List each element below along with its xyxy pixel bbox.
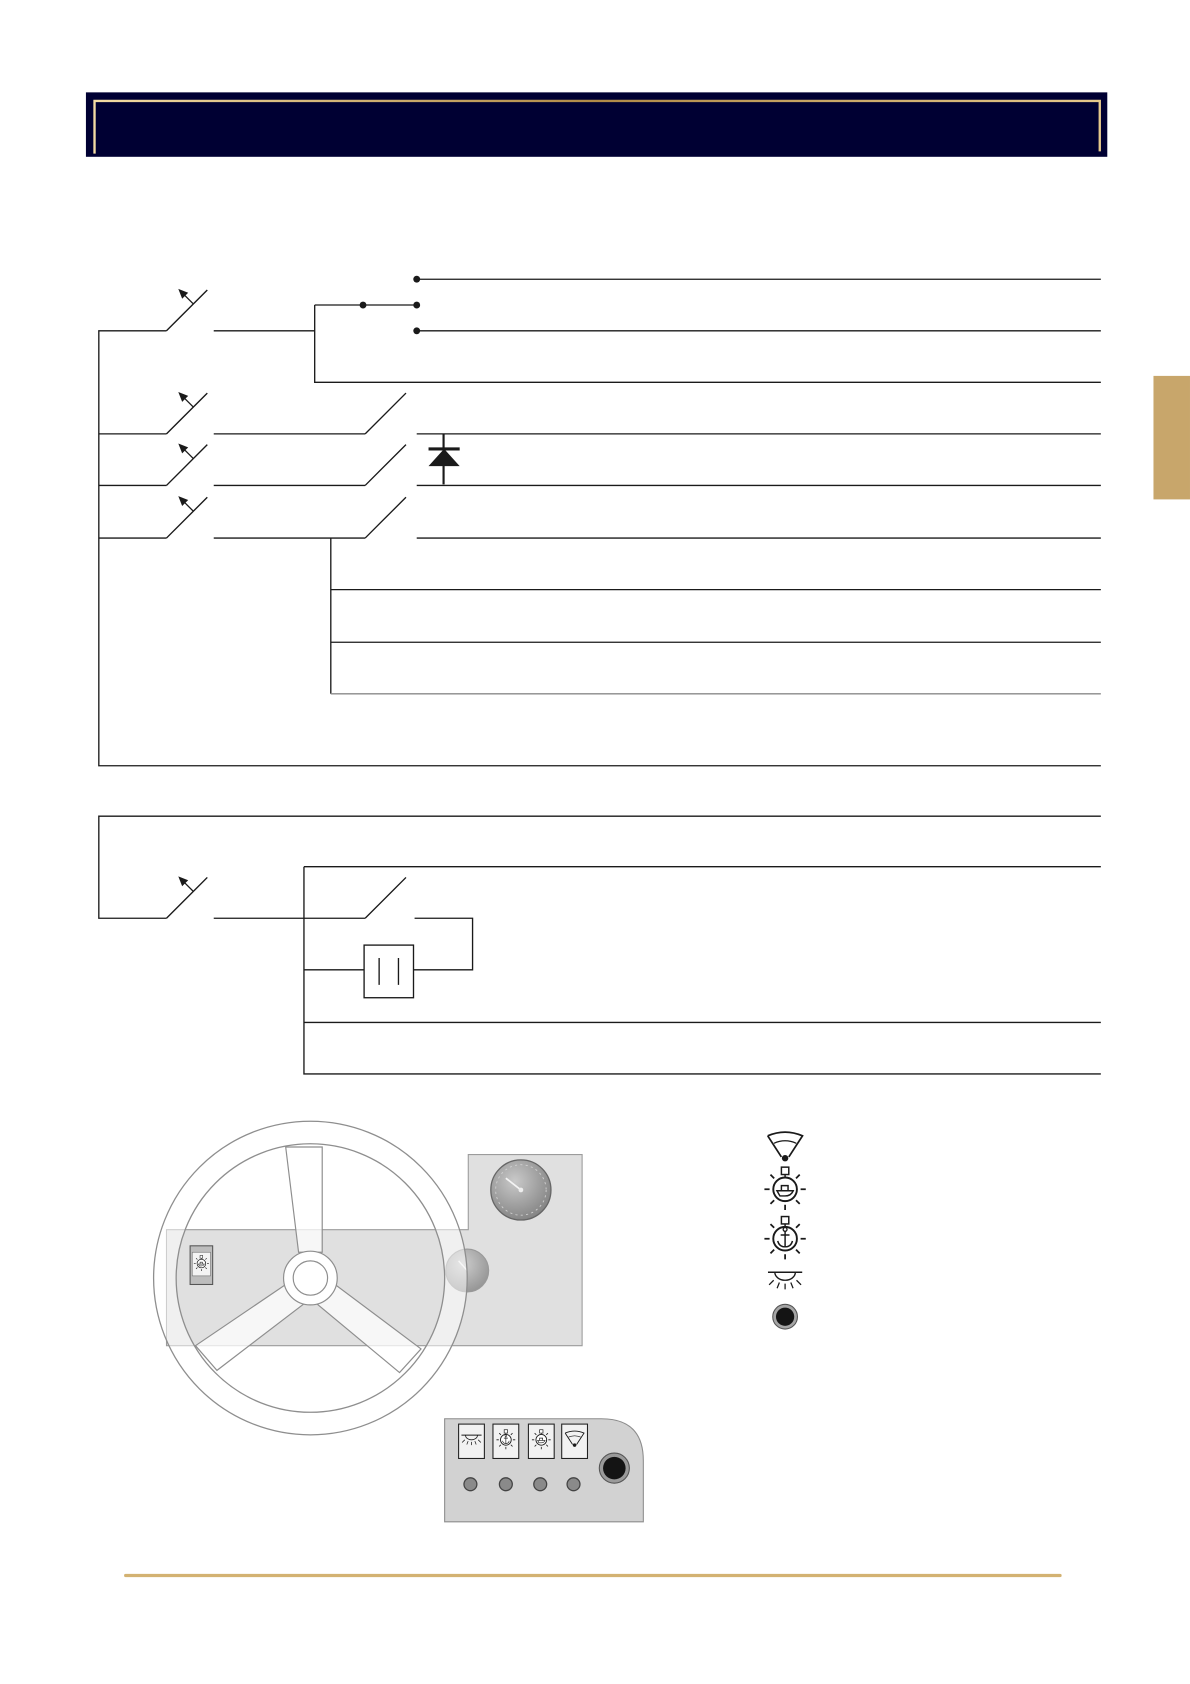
deck-light-icon (768, 1272, 802, 1289)
indicator-led (464, 1478, 477, 1491)
switch-body (562, 1424, 588, 1458)
indicator-led (499, 1478, 512, 1491)
switch-body (459, 1424, 485, 1458)
horn-button (599, 1453, 629, 1483)
horn-contact (365, 877, 406, 918)
diode-triangle (429, 449, 460, 466)
indicator-led (534, 1478, 547, 1491)
diode (429, 434, 460, 484)
circuit-1-junction-wire (214, 305, 1101, 382)
horn-icon-cap (776, 1308, 794, 1326)
terminal-dot (413, 327, 420, 334)
panel-switch-navigation-light (528, 1424, 554, 1458)
dashboard-switch (190, 1246, 213, 1285)
gauge-hub (519, 1188, 524, 1193)
terminal-dot (413, 302, 420, 309)
wiring-diagram-upper (99, 276, 1101, 766)
main-switch-4 (166, 496, 207, 538)
section-header-bar (86, 92, 1107, 156)
wiper-icon (768, 1132, 803, 1161)
navigation-light-icon (764, 1167, 805, 1210)
main-switch-1 (166, 289, 207, 331)
ground-return-bus (99, 331, 1101, 766)
panel-switch-wiper (562, 1424, 588, 1458)
switch-control-panel (445, 1419, 644, 1522)
chapter-tab (1153, 376, 1190, 500)
panel-switch-deck-light (459, 1424, 485, 1458)
circuit-4-contact (365, 497, 406, 538)
terminal-dot (413, 276, 420, 283)
indicator-led (567, 1478, 580, 1491)
helm-illustration (154, 1121, 644, 1522)
junction-dot (360, 302, 367, 309)
horn-main-switch (166, 876, 207, 918)
relay-box (364, 945, 413, 998)
circuit-2-contact (365, 393, 406, 434)
steering-hub-cap (293, 1261, 327, 1295)
panel-switch-anchor-light (493, 1424, 519, 1458)
horn-button-icon (773, 1304, 798, 1329)
relay-loop (413, 918, 472, 970)
main-switch-2 (166, 392, 207, 434)
horn-button-cap (603, 1457, 626, 1480)
circuit-3-contact (365, 445, 406, 486)
anchor-light-icon (764, 1217, 805, 1260)
main-switch-3 (166, 444, 207, 486)
switch-legend (764, 1132, 805, 1329)
main-gauge (491, 1160, 551, 1220)
wiring-diagram-lower (99, 816, 1101, 1074)
